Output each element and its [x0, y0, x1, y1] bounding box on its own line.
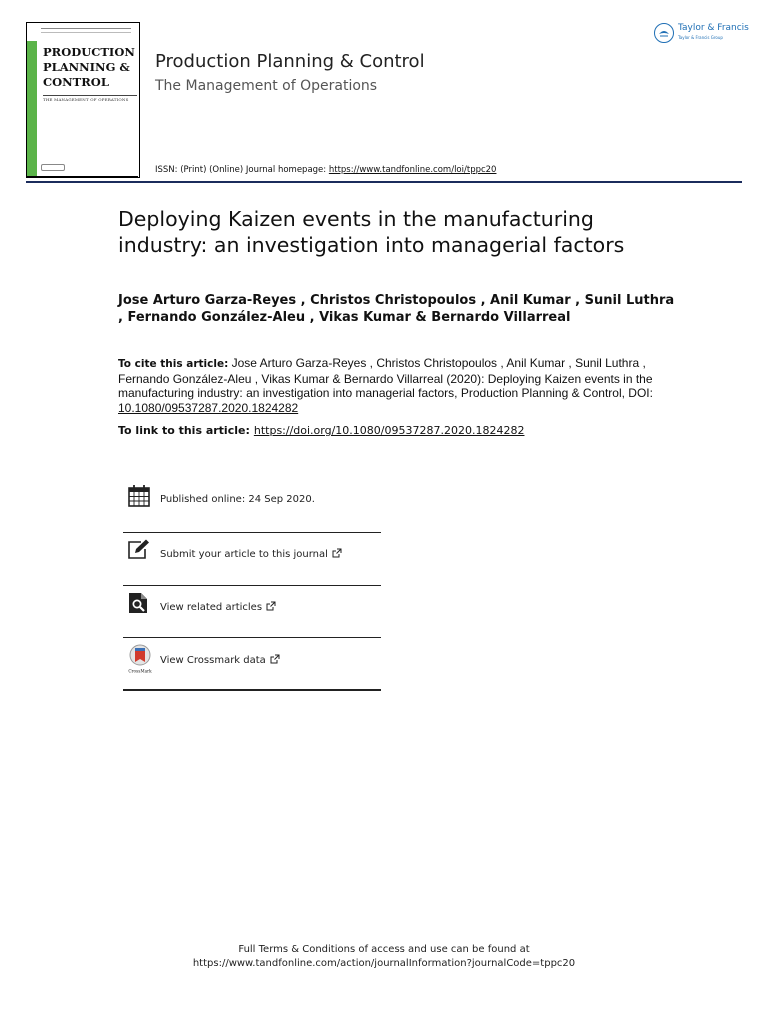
- terms-line: Full Terms & Conditions of access and use can be found at: [238, 944, 530, 955]
- info-divider: [123, 585, 381, 586]
- taylor-francis-icon: [654, 23, 674, 43]
- published-online-item: [124, 480, 380, 520]
- issn-text: ISSN: (Print) (Online) Journal homepage:: [155, 165, 329, 175]
- article-authors: Jose Arturo Garza-Reyes , Christos Christopoulos , Anil Kumar , Sunil Luthra , Fernando González-Aleu , Vikas Kumar & Bernardo Villarreal: [118, 293, 675, 325]
- cite-label: To cite this article:: [118, 358, 229, 370]
- external-link-icon: [332, 548, 342, 561]
- journal-cover-image: [26, 22, 140, 178]
- published-online-text: Published online: 24 Sep 2020.: [160, 494, 315, 505]
- journal-homepage-link[interactable]: https://www.tandfonline.com/loi/tppc20: [328, 165, 497, 175]
- cover-title: PRODUCTION PLANNING & CONTROL: [43, 45, 135, 89]
- header-divider: [26, 181, 742, 183]
- article-title: Deploying Kaizen events in the manufacturing industry: an investigation into managerial factors: [118, 207, 625, 257]
- crossmark-icon: [127, 644, 153, 678]
- link-label: To link to this article:: [118, 424, 250, 437]
- external-link-icon: [270, 654, 280, 667]
- doi-link[interactable]: 10.1080/09537287.2020.1824282: [118, 400, 299, 415]
- submit-article-text: Submit your article to this journal: [160, 549, 328, 560]
- terms-url[interactable]: https://www.tandfonline.com/action/journalInformation?journalCode=tppc20: [192, 958, 576, 969]
- info-divider-bottom: [123, 689, 381, 691]
- cover-publisher-mark: [41, 164, 65, 171]
- document-search-icon: [127, 591, 149, 619]
- cover-bottom-edge: [26, 176, 138, 178]
- related-articles-item[interactable]: [124, 587, 380, 627]
- publisher-group: Taylor & Francis Group: [678, 35, 723, 40]
- submit-article-link[interactable]: [160, 548, 342, 561]
- cite-text: Jose Arturo Garza-Reyes , Christos Christopoulos , Anil Kumar , Sunil Luthra , Fernando González-Aleu , Vikas Kumar & Bernardo Villarreal (2020): Deploying Kaizen events in the manufacturing industry: an investigation into managerial factors, Production Planning & Control, DOI:: [118, 356, 653, 400]
- crossmark-text: View Crossmark data: [160, 655, 266, 666]
- info-divider: [123, 637, 381, 638]
- submit-article-item[interactable]: [124, 534, 380, 574]
- related-articles-text: View related articles: [160, 602, 263, 613]
- issn-homepage-line: [155, 165, 496, 175]
- cover-green-strip: [27, 41, 37, 177]
- journal-subtitle: The Management of Operations: [155, 78, 378, 94]
- external-link-icon: [266, 601, 276, 614]
- cover-header-rule: [41, 28, 131, 33]
- article-link-line: [118, 424, 524, 437]
- cover-subtitle: THE MANAGEMENT OF OPERATIONS: [43, 95, 137, 102]
- crossmark-item[interactable]: [124, 640, 380, 680]
- publisher-logo[interactable]: [654, 22, 749, 48]
- related-articles-link[interactable]: [160, 601, 276, 614]
- article-doi-url[interactable]: https://doi.org/10.1080/09537287.2020.1824282: [253, 424, 525, 437]
- crossmark-link[interactable]: [160, 654, 280, 667]
- crossmark-caption: CrossMark: [128, 668, 152, 674]
- info-divider: [123, 532, 381, 533]
- journal-title: Production Planning & Control: [155, 51, 425, 72]
- citation-block: [118, 356, 658, 415]
- edit-icon: [127, 538, 151, 564]
- publisher-name: Taylor & Francis: [678, 23, 749, 33]
- calendar-icon: [127, 484, 151, 512]
